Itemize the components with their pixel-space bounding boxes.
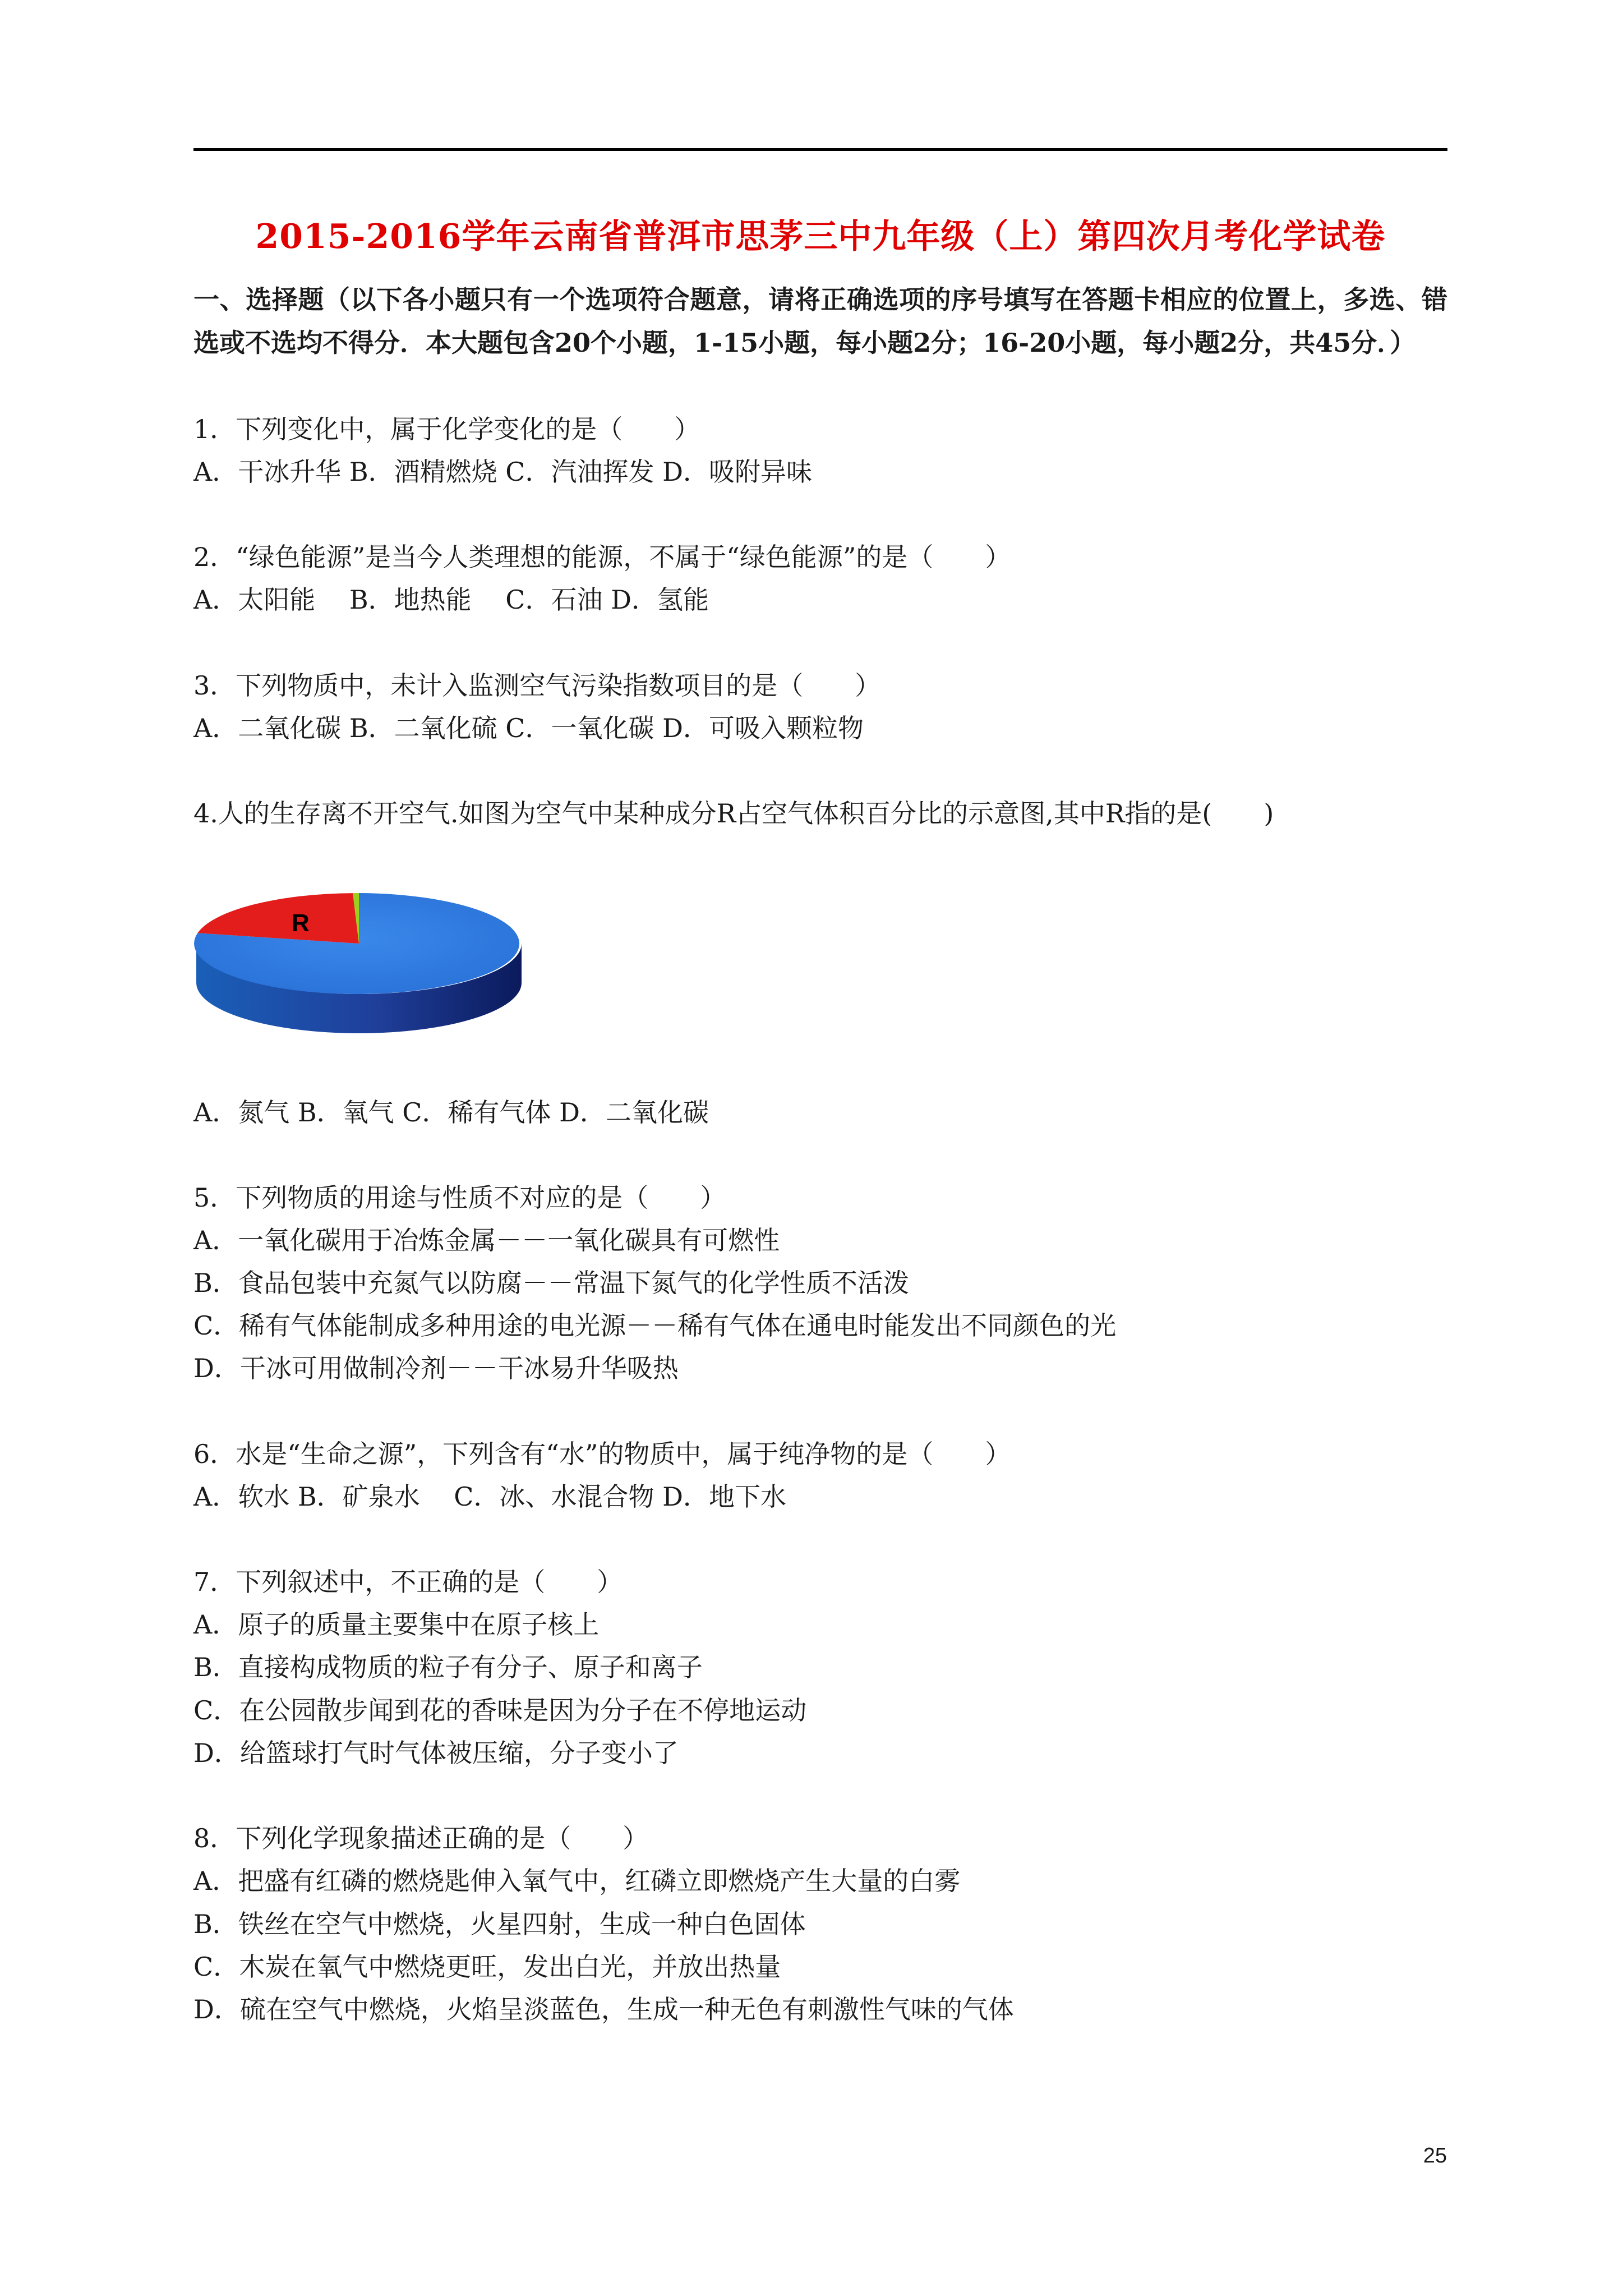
question-option: A．太阳能 B．地热能 C．石油 D．氢能	[193, 585, 709, 615]
question-option: A．二氧化碳 B．二氧化硫 C．一氧化碳 D．可吸入颗粒物	[193, 713, 864, 743]
question-stem: 8．下列化学现象描述正确的是（ ）	[193, 1823, 649, 1853]
question-option: C．木炭在氧气中燃烧更旺，发出白光，并放出热量	[193, 1952, 781, 1982]
pie-label-r: R	[292, 909, 310, 937]
question-option: B．食品包装中充氮气以防腐－－常温下氮气的化学性质不活泼	[193, 1268, 909, 1298]
question-option: A．干冰升华 B．酒精燃烧 C．汽油挥发 D．吸附异味	[193, 457, 812, 487]
question-stem: 2．“绿色能源”是当今人类理想的能源，不属于“绿色能源”的是（ ）	[193, 542, 1011, 572]
section-heading: 一、选择题（以下各小题只有一个选项符合题意，请将正确选项的序号填写在答题卡相应的位置上，多选、错选或不选均不得分．本大题包含20个小题，1-15小题，每小题2分；16-20小题，每小题2分，共45分．）	[193, 284, 1447, 358]
page-number: 25	[1423, 2144, 1447, 2168]
question-option: A．氮气 B．氧气 C．稀有气体 D．二氧化碳	[193, 1097, 709, 1128]
question-option: A．一氧化碳用于冶炼金属－－一氧化碳具有可燃性	[193, 1225, 780, 1255]
question-option: A．原子的质量主要集中在原子核上	[193, 1609, 600, 1640]
question-option: C．在公园散步闻到花的香味是因为分子在不停地运动	[193, 1695, 807, 1726]
question-option: D．硫在空气中燃烧，火焰呈淡蓝色，生成一种无色有刺激性气味的气体	[193, 1994, 1014, 2024]
pie-chart-figure	[191, 885, 538, 1087]
question-option: A．软水 B．矿泉水 C．冰、水混合物 D．地下水	[193, 1481, 786, 1512]
question-stem: 5．下列物质的用途与性质不对应的是（ ）	[193, 1182, 726, 1213]
question-stem: 3．下列物质中，未计入监测空气污染指数项目的是（ ）	[193, 670, 881, 701]
question-option: B．直接构成物质的粒子有分子、原子和离子	[193, 1652, 703, 1682]
question-option: D．干冰可用做制冷剂－－干冰易升华吸热	[193, 1353, 679, 1383]
question-option: A．把盛有红磷的燃烧匙伸入氧气中，红磷立即燃烧产生大量的白雾	[193, 1866, 961, 1896]
question-option: D．给篮球打气时气体被压缩，分子变小了	[193, 1738, 679, 1768]
question-option: B．铁丝在空气中燃烧，火星四射，生成一种白色固体	[193, 1909, 806, 1939]
page-title: 2015-2016学年云南省普洱市思茅三中九年级（上）第四次月考化学试卷	[255, 217, 1386, 256]
question-stem: 6．水是“生命之源”，下列含有“水”的物质中，属于纯净物的是（ ）	[193, 1439, 1011, 1469]
header-rule	[193, 148, 1447, 151]
question-stem: 7．下列叙述中，不正确的是（ ）	[193, 1567, 623, 1597]
question-stem: 1．下列变化中，属于化学变化的是（ ）	[193, 414, 700, 444]
question-option: C．稀有气体能制成多种用途的电光源－－稀有气体在通电时能发出不同颜色的光	[193, 1310, 1117, 1341]
question-stem: 4.人的生存离不开空气.如图为空气中某种成分R占空气体积百分比的示意图,其中R指的是( )	[193, 798, 1274, 829]
